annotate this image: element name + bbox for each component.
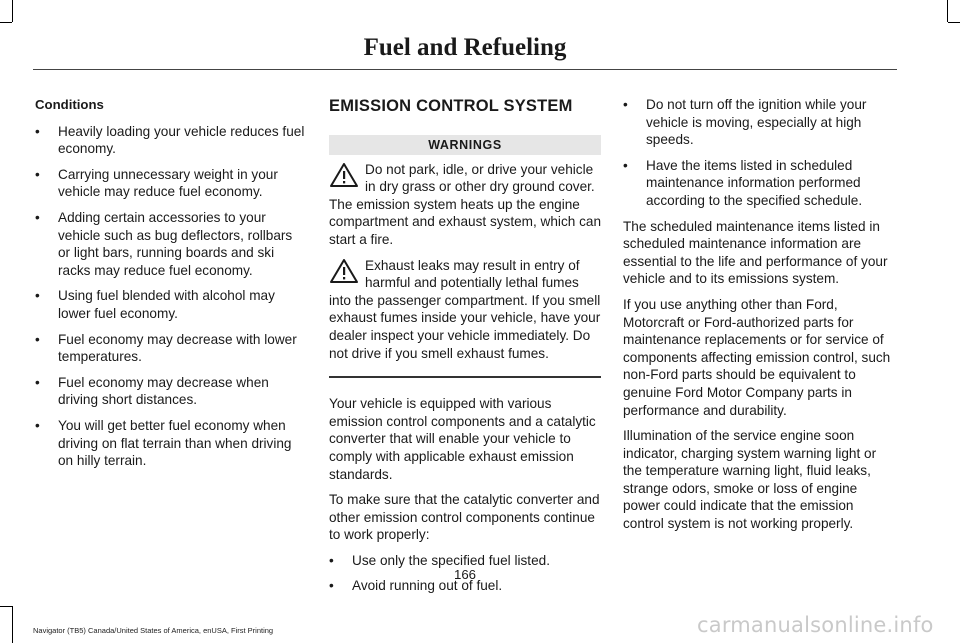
list-item: • Fuel economy may decrease with lower temperatures. — [35, 331, 305, 366]
section-title: EMISSION CONTROL SYSTEM — [329, 97, 573, 115]
warning-item — [329, 161, 601, 249]
maintenance-list — [623, 96, 895, 210]
list-item: • Carrying unnecessary weight in your vehicle may reduce fuel economy. — [35, 166, 305, 201]
warnings-divider — [329, 376, 601, 378]
paragraph: Illumination of the service engine soon indicator, charging system warning light or the temperature warning light, fluid leaks, strange odors, smoke or loss of engine power could indicate that the emission control system is not working properly. — [623, 428, 877, 532]
paragraph: To make sure that the catalytic converter and other emission control components continue to work properly: — [329, 492, 600, 543]
warning-item — [329, 257, 601, 363]
crop-mark — [12, 606, 13, 643]
crop-mark — [947, 0, 948, 22]
conditions-column — [35, 96, 305, 478]
paragraph: Your vehicle is equipped with various emission control components and a catalytic converter that will enable your vehicle to comply with applicable exhaust emission standards. — [329, 396, 596, 482]
conditions-heading: Conditions — [35, 97, 104, 112]
watermark: carmanualsonline.info — [697, 613, 934, 637]
warning-text: Exhaust leaks may result in entry of harmful and potentially lethal fumes into the passenger compartment. If you smell exhaust fumes inside your vehicle, have your dealer inspect your vehicle immediately. Do not drive if you smell exhaust fumes. — [329, 257, 601, 361]
list-item: • Using fuel blended with alcohol may lower fuel economy. — [35, 287, 305, 322]
list-item: • Avoid running out of fuel. — [329, 577, 601, 595]
list-item: • Fuel economy may decrease when driving short distances. — [35, 374, 305, 409]
paragraph: If you use anything other than Ford, Motorcraft or Ford-authorized parts for maintenance replacements or for service of components affecting emission control, such non-Ford parts should be equivalent to genuine Ford Motor Company parts in performance and durability. — [623, 296, 891, 418]
list-item: • Have the items listed in scheduled maintenance information performed according to the specified schedule. — [623, 157, 895, 210]
crop-mark — [0, 22, 12, 23]
conditions-list — [35, 123, 305, 470]
page-title: Fuel and Refueling — [363, 34, 567, 61]
list-item: • Do not turn off the ignition while your vehicle is moving, especially at high speeds. — [623, 96, 895, 149]
page-number: 166 — [453, 567, 476, 582]
list-item: • Adding certain accessories to your vehicle such as bug deflectors, rollbars or light bars, running boards and ski racks may reduce fuel economy. — [35, 209, 305, 279]
header-divider — [33, 69, 897, 70]
crop-mark — [12, 0, 13, 22]
list-item: • You will get better fuel economy when driving on flat terrain than when driving on hilly terrain. — [35, 417, 305, 470]
list-item: • Heavily loading your vehicle reduces fuel economy. — [35, 123, 305, 158]
paragraph: The scheduled maintenance items listed in scheduled maintenance information are essential to the life and performance of your vehicle and to its emissions system. — [623, 218, 888, 287]
warning-text: Do not park, idle, or drive your vehicle in dry grass or other dry ground cover. The emission system heats up the engine compartment and exhaust system, which can start a fire. — [329, 161, 602, 247]
list-item: • Use only the specified fuel listed. — [329, 552, 601, 570]
footer-text: Navigator (TB5) Canada/United States of America, enUSA, First Printing — [33, 626, 274, 635]
crop-mark — [948, 22, 960, 23]
warnings-heading: WARNINGS — [329, 135, 601, 155]
maintenance-column — [623, 96, 895, 541]
warning-triangle-icon — [329, 258, 359, 284]
warning-triangle-icon — [329, 162, 359, 188]
emission-column — [329, 96, 601, 603]
crop-mark — [0, 606, 12, 607]
